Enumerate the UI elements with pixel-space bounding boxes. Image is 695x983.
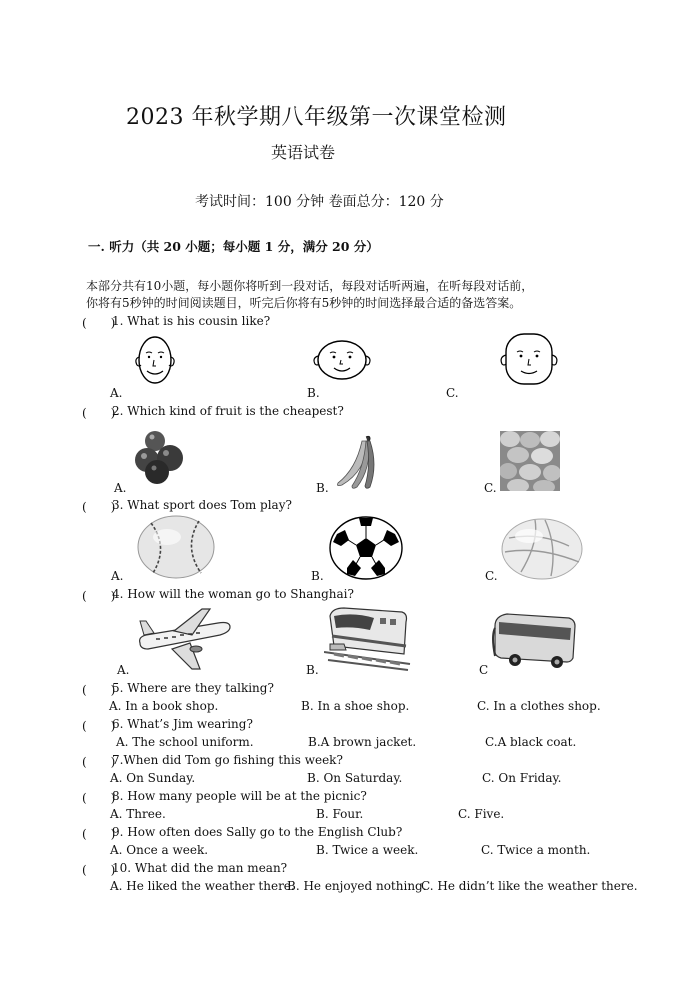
option-c[interactable]: C. Five. <box>458 807 505 821</box>
question-text: 8. How many people will be at the picnic? <box>112 789 367 803</box>
option-c[interactable]: C. He didn’t like the weather there. <box>421 879 638 893</box>
question-bracket[interactable]: ( ) <box>82 827 116 841</box>
option-a[interactable]: A. On Sunday. <box>110 771 196 785</box>
option-c[interactable]: C. <box>446 386 459 400</box>
option-c[interactable]: C. On Friday. <box>482 771 562 785</box>
potatoes-icon <box>500 431 560 491</box>
option-a[interactable]: A. <box>114 481 127 495</box>
section-intro-line1: 本部分共有10小题，每小题你将听到一段对话，每段对话听两遍，在听每段对话前， <box>86 279 534 293</box>
option-b[interactable]: B. Twice a week. <box>316 843 419 857</box>
question-text: 1. What is his cousin like? <box>112 314 271 328</box>
exam-meta: 考试时间：100 分钟 卷面总分：120 分 <box>195 194 444 210</box>
option-c[interactable]: C. In a clothes shop. <box>477 699 601 713</box>
question-text: 3. What sport does Tom play? <box>112 498 292 512</box>
face-thin-icon <box>133 333 177 387</box>
soccer-ball-icon <box>329 516 403 580</box>
question-bracket[interactable]: ( ) <box>82 863 116 877</box>
option-c[interactable]: C. <box>484 481 497 495</box>
question-text: 6. What’s Jim wearing? <box>112 717 253 731</box>
option-c[interactable]: C. Twice a month. <box>481 843 591 857</box>
option-a[interactable]: A. Once a week. <box>110 843 209 857</box>
face-square-icon <box>496 331 562 387</box>
bus-icon <box>491 612 577 670</box>
option-b[interactable]: B.A brown jacket. <box>308 735 417 749</box>
question-bracket[interactable]: ( ) <box>82 589 116 603</box>
option-a[interactable]: A. The school uniform. <box>116 735 254 749</box>
option-b[interactable]: B. On Saturday. <box>307 771 403 785</box>
bananas-icon <box>332 433 380 491</box>
question-bracket[interactable]: ( ) <box>82 683 116 697</box>
option-a[interactable]: A. <box>117 663 130 677</box>
question-text: 9. How often does Sally go to the English Club? <box>112 825 403 839</box>
option-a[interactable]: A. <box>110 386 123 400</box>
option-b[interactable]: B. <box>316 481 329 495</box>
exam-subtitle: 英语试卷 <box>271 143 336 162</box>
question-bracket[interactable]: ( ) <box>82 406 116 420</box>
option-c[interactable]: C. <box>485 569 498 583</box>
section-heading: 一. 听力（共 20 小题；每小题 1 分，满分 20 分） <box>88 239 379 254</box>
question-text: 7.When did Tom go fishing this week? <box>112 753 343 767</box>
question-bracket[interactable]: ( ) <box>82 316 116 330</box>
question-text: 4. How will the woman go to Shanghai? <box>112 587 354 601</box>
option-c[interactable]: C <box>479 663 489 677</box>
question-bracket[interactable]: ( ) <box>82 500 116 514</box>
question-text: 2. Which kind of fruit is the cheapest? <box>112 404 344 418</box>
section-intro-line2: 你将有5秒钟的时间阅读题目，听完后你将有5秒钟的时间选择最合适的备选答案。 <box>86 296 522 310</box>
face-wide-icon <box>310 338 374 382</box>
question-text: 10. What did the man mean? <box>112 861 288 875</box>
airplane-icon <box>136 607 232 671</box>
option-b[interactable]: B. <box>311 569 324 583</box>
option-b[interactable]: B. Four. <box>316 807 364 821</box>
option-a[interactable]: A. Three. <box>110 807 166 821</box>
option-a[interactable]: A. In a book shop. <box>109 699 219 713</box>
exam-title: 2023 年秋学期八年级第一次课堂检测 <box>126 105 507 130</box>
option-a[interactable]: A. <box>111 569 124 583</box>
apples-icon <box>133 428 189 486</box>
train-icon <box>324 606 412 672</box>
option-c[interactable]: C.A black coat. <box>485 735 577 749</box>
option-b[interactable]: B. <box>307 386 320 400</box>
baseball-icon <box>137 515 215 579</box>
option-a[interactable]: A. He liked the weather there. <box>110 879 295 893</box>
question-bracket[interactable]: ( ) <box>82 755 116 769</box>
option-b[interactable]: B. In a shoe shop. <box>301 699 410 713</box>
question-bracket[interactable]: ( ) <box>82 719 116 733</box>
volleyball-icon <box>501 518 583 580</box>
question-text: 5. Where are they talking? <box>112 681 274 695</box>
option-b[interactable]: B. <box>306 663 319 677</box>
question-bracket[interactable]: ( ) <box>82 791 116 805</box>
option-b[interactable]: B. He enjoyed nothing. <box>287 879 427 893</box>
